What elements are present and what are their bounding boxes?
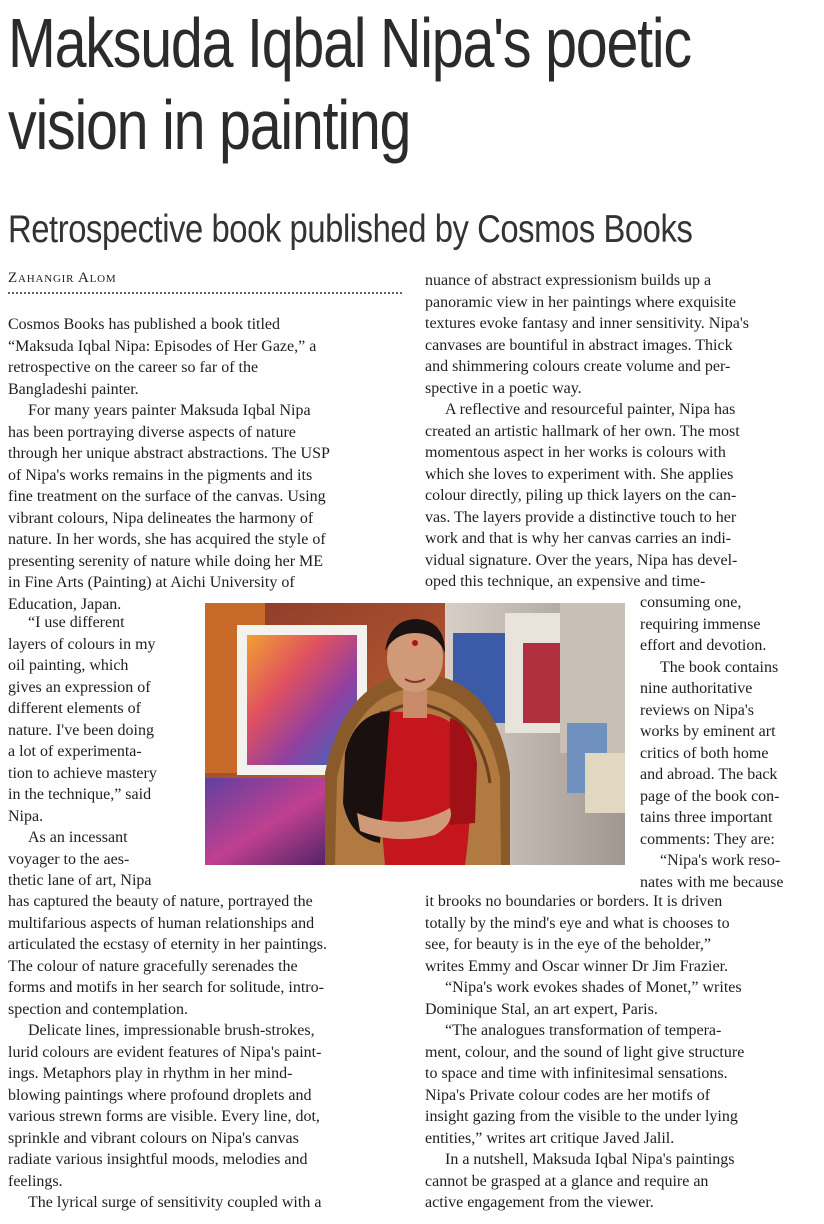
text-line: totally by the mind's eye and what is chooses to [425, 914, 730, 932]
text-line: panoramic view in her paintings where exquisite [425, 293, 737, 311]
text-line: Delicate lines, impressionable brush-strokes, [28, 1022, 315, 1039]
text-line: critics of both home [640, 744, 769, 762]
text-line: ment, colour, and the sound of light give structure [425, 1043, 745, 1061]
text-line: has been portraying diverse aspects of nature [8, 423, 296, 441]
text-line: colour directly, piling up thick layers on the can- [425, 487, 737, 504]
headline-line: vision in painting [8, 86, 411, 164]
text-line: voyager to the aes- [8, 850, 130, 868]
text-line: tains three important [640, 809, 773, 826]
text-line: oil painting, which [8, 657, 129, 674]
text-line: page of the book con- [640, 787, 780, 805]
text-line: Dominique Stal, an art expert, Paris. [425, 1000, 658, 1018]
text-line: momentous aspect in her works is colours with [425, 444, 726, 461]
text-line: textures evoke fantasy and inner sensitivity. Nipa's [425, 315, 749, 332]
text-line: in the technique,” said [8, 786, 152, 803]
text-line: different elements of [8, 700, 141, 717]
text-line: created an artistic hallmark of her own. The most [425, 422, 740, 440]
text-line: As an incessant [28, 829, 128, 846]
subheadline: Retrospective book published by Cosmos Books [8, 208, 693, 251]
text-line: in Fine Arts (Painting) at Aichi University of [8, 574, 295, 591]
text-line: consuming one, [640, 594, 742, 611]
text-line: writes Emmy and Oscar winner Dr Jim Frazier. [425, 957, 729, 975]
text-line: fine treatment on the surface of the canvas. Using [8, 488, 326, 505]
text-line: radiate various insightful moods, melodies and [8, 1151, 308, 1168]
text-line: gives an expression of [8, 678, 151, 696]
text-line: The lyrical surge of sensitivity coupled with a [28, 1194, 322, 1211]
text-line: multifarious aspects of human relationships and [8, 914, 315, 932]
text-line: feelings. [8, 1172, 63, 1190]
text-line: retrospective on the career so far of the [8, 359, 259, 376]
text-line: active engagement from the viewer. [425, 1194, 654, 1211]
text-line: ings. Metaphors play in rhythm in her mind- [8, 1065, 293, 1082]
text-line: effort and devotion. [640, 637, 767, 654]
text-line: reviews on Nipa's [640, 701, 754, 719]
text-line: thetic lane of art, Nipa [8, 872, 152, 889]
text-line: entities,” writes art critique Javed Jalil. [425, 1129, 675, 1147]
text-line: of Nipa's works remains in the pigments and its [8, 466, 313, 484]
text-line: In a nutshell, Maksuda Iqbal Nipa's paintings [445, 1151, 735, 1168]
text-line: and shimmering colours create volume and per- [425, 358, 731, 375]
text-line: has captured the beauty of nature, portrayed the [8, 893, 313, 910]
text-line: to space and time with infinitesimal sensations. [425, 1065, 728, 1082]
text-line: Cosmos Books has published a book titled [8, 316, 280, 333]
text-line: nature. In her words, she has acquired the style of [8, 531, 326, 548]
col1-top-text [8, 314, 404, 615]
text-line: articulated the ecstasy of eternity in her paintings. [8, 936, 327, 953]
col2-bottom-text [425, 891, 821, 1214]
painter-portrait-illustration [205, 603, 625, 865]
text-line: “The analogues transformation of tempera- [445, 1022, 722, 1039]
text-line: nuance of abstract expressionism builds up a [425, 272, 712, 289]
text-line: nates with me because [640, 873, 784, 891]
text-line: works by eminent art [640, 723, 776, 740]
text-line: Nipa. [8, 807, 44, 825]
text-line: canvases are bountiful in abstract images. Thick [425, 336, 733, 354]
col2-top-text [425, 270, 821, 593]
text-line: comments: They are: [640, 830, 775, 848]
text-line: and abroad. The back [640, 766, 778, 783]
text-line: it brooks no boundaries or borders. It is driven [425, 893, 723, 910]
col1-narrow-text [8, 612, 200, 892]
text-line: insight gazing from the visible to the under lying [425, 1108, 738, 1125]
text-line: “Nipa's work evokes shades of Monet,” writes [445, 979, 742, 996]
text-line: spective in a poetic way. [425, 379, 582, 397]
text-line: oped this technique, an expensive and time- [425, 573, 706, 590]
text-line: For many years painter Maksuda Iqbal Nipa [28, 402, 311, 419]
headline-line: Maksuda Iqbal Nipa's poetic [8, 4, 691, 82]
byline-divider [8, 292, 402, 294]
text-line: spection and contemplation. [8, 1000, 188, 1018]
text-line: requiring immense [640, 615, 761, 633]
text-line: cannot be grasped at a glance and require an [425, 1172, 709, 1190]
text-line: a lot of experimenta- [8, 743, 142, 760]
text-line: Education, Japan. [8, 595, 122, 613]
text-line: presenting serenity of nature while doing her ME [8, 552, 324, 570]
text-line: A reflective and resourceful painter, Nipa has [445, 401, 736, 418]
text-line: vidual signature. Over the years, Nipa has devel- [425, 551, 738, 569]
headline [8, 2, 820, 166]
text-line: layers of colours in my [8, 635, 156, 653]
text-line: Nipa's Private colour codes are her motifs of [425, 1086, 711, 1104]
byline: Zahangir Alom [8, 270, 117, 286]
text-line: Bangladeshi painter. [8, 380, 139, 398]
col2-narrow-text [640, 592, 822, 893]
text-line: nine authoritative [640, 680, 753, 697]
text-line: vas. The layers provide a distinctive touch to her [425, 508, 737, 526]
text-line: “Nipa's work reso- [660, 852, 781, 869]
text-line: tion to achieve mastery [8, 764, 157, 782]
text-line: through her unique abstract abstractions. The USP [8, 445, 330, 462]
text-line: forms and motifs in her search for solitude, intro- [8, 979, 324, 996]
text-line: blowing paintings where profound droplets and [8, 1086, 312, 1104]
text-line: “I use different [28, 614, 125, 631]
text-line: “Maksuda Iqbal Nipa: Episodes of Her Gaze,” a [8, 337, 317, 355]
text-line: various strewn forms are visible. Every line, dot, [8, 1108, 320, 1125]
text-line: vibrant colours, Nipa delineates the harmony of [8, 509, 314, 527]
article-photo [205, 603, 625, 865]
text-line: The colour of nature gracefully serenades the [8, 957, 298, 975]
text-line: which she loves to experiment with. She applies [425, 465, 734, 483]
text-line: work and that is why her canvas carries an indi- [425, 530, 732, 547]
col1-bottom-text [8, 891, 404, 1214]
text-line: sprinkle and vibrant colours on Nipa's canvas [8, 1129, 299, 1147]
text-line: see, for beauty is in the eye of the beholder,” [425, 936, 711, 953]
text-line: lurid colours are evident features of Nipa's paint- [8, 1043, 322, 1061]
text-line: The book contains [660, 658, 779, 676]
text-line: nature. I've been doing [8, 721, 154, 739]
